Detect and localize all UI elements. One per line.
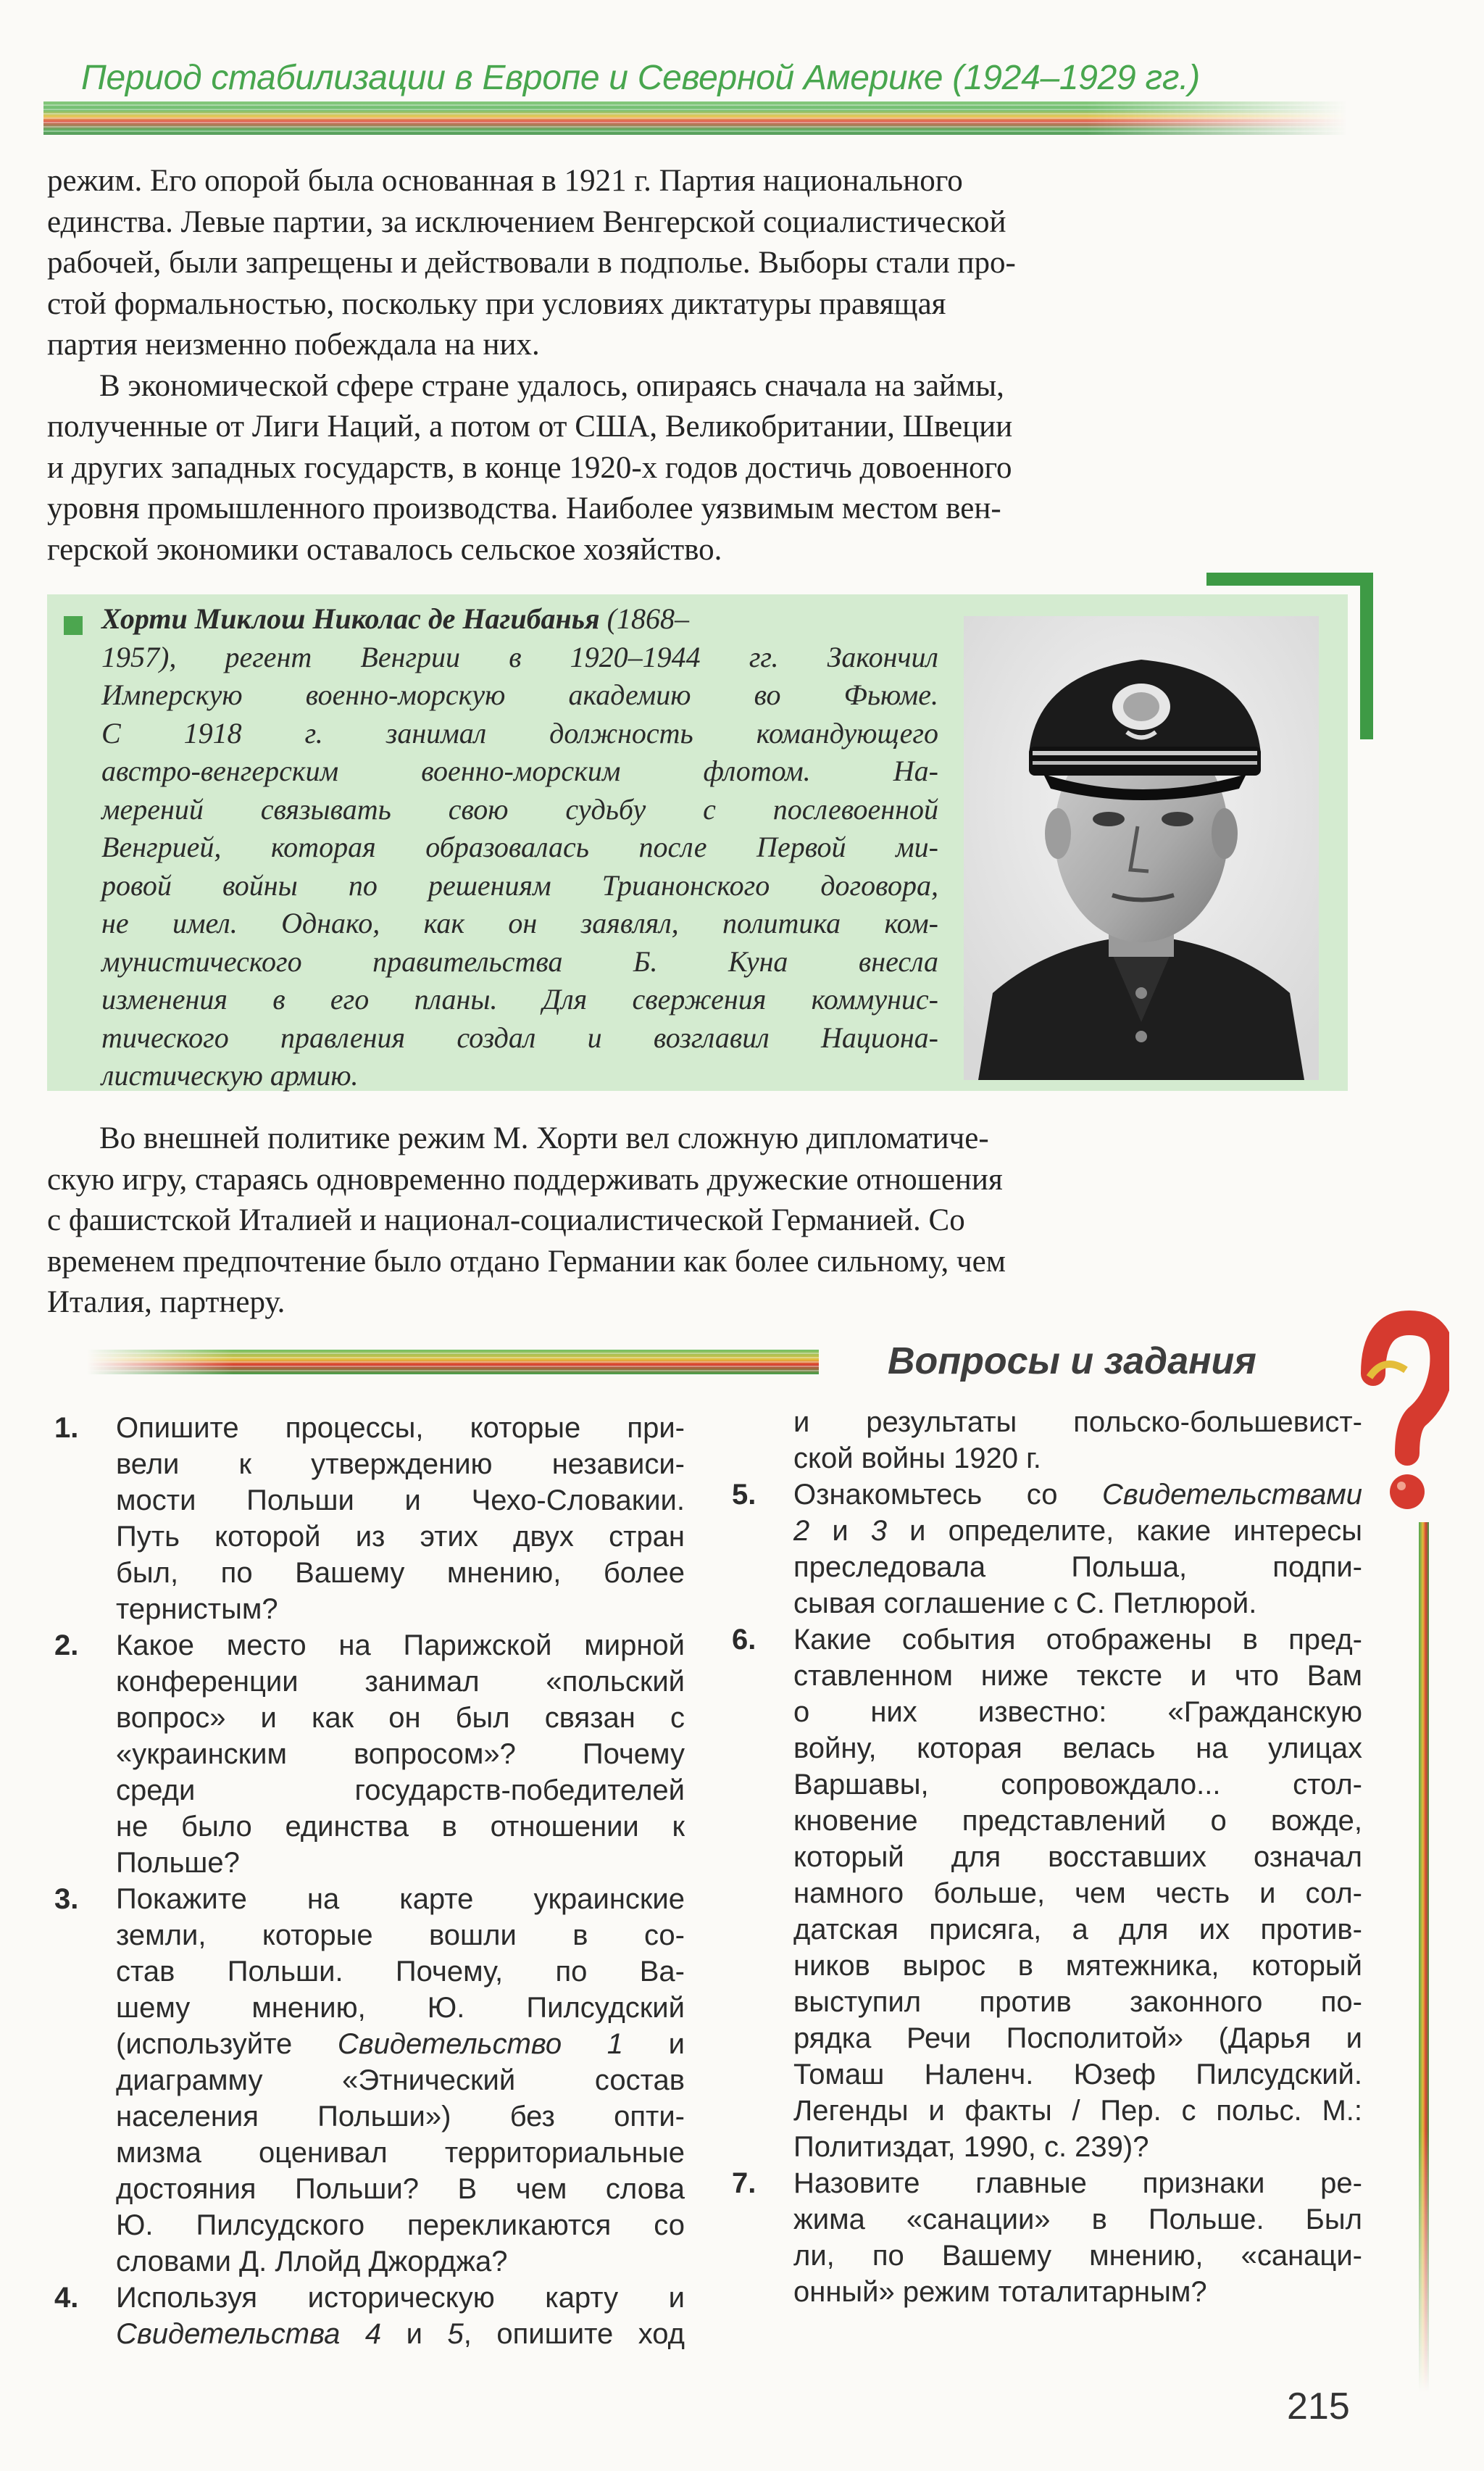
question-line: ли, по Вашему мнению, «санаци- — [793, 2240, 1362, 2272]
text-line: рабочей, были запрещены и действовали в подполье. Выборы стали про- — [47, 246, 1016, 280]
bio-line: тического правления создал и возглавил Национа- — [101, 1021, 938, 1054]
question-line: кновение представлений о вожде, — [793, 1805, 1362, 1837]
question-line: Используя историческую карту и — [116, 2282, 685, 2314]
question-line: словами Д. Ллойд Джорджа? — [116, 2246, 508, 2277]
text-span: и — [623, 2028, 685, 2060]
evidence-reference: Свидетельства 4 — [116, 2318, 382, 2350]
bio-line: С 1918 г. занимал должность командующего — [101, 716, 938, 749]
bio-line: листическую армию. — [101, 1059, 359, 1092]
question-line: о них известно: «Гражданскую — [793, 1696, 1362, 1728]
bio-line: (1868– — [606, 602, 689, 635]
question-line: Какое место на Парижской мирной — [116, 1629, 685, 1661]
portrait-illustration — [964, 616, 1319, 1080]
question-line: среди государств-победителей — [116, 1774, 685, 1806]
question-4-continued — [725, 1404, 1362, 1477]
question-line: Какие события отображены в пред- — [793, 1624, 1362, 1656]
question-line: Опишите процессы, которые при- — [116, 1412, 685, 1444]
text-line: Во внешней политике режим М. Хорти вел сложную дипломатиче- — [99, 1121, 989, 1155]
bio-line: мунистического правительства Б. Куна внесла — [101, 944, 938, 978]
question-line: мизма оценивал территориальные — [116, 2137, 685, 2169]
question-number: 4. — [54, 2282, 79, 2314]
question-number: 7. — [732, 2167, 756, 2199]
question-line: населения Польши») без опти- — [116, 2101, 685, 2132]
question-line: Политиздат, 1990, с. 239)? — [793, 2131, 1149, 2163]
question-line: Польше? — [116, 1847, 240, 1879]
paragraph-2 — [47, 366, 1348, 571]
bio-line: изменения в его планы. Для свержения коммунис- — [101, 983, 938, 1016]
portrait-photo — [964, 616, 1319, 1080]
question-line: выступил против законного по- — [793, 1986, 1362, 2018]
question-line: был, по Вашему мнению, более — [116, 1557, 685, 1589]
text-line: режим. Его опорой была основанная в 1921 г. Партия национального — [47, 164, 963, 198]
question-line: вели к утверждению независи- — [116, 1448, 685, 1480]
question-7 — [725, 2165, 1362, 2310]
question-line: диаграмму «Этнический состав — [116, 2064, 685, 2096]
question-line: не было единства в отношении к — [116, 1811, 685, 1843]
evidence-reference: 3 — [870, 1515, 888, 1547]
question-5 — [725, 1477, 1362, 1621]
question-line: жима «санации» в Польше. Был — [793, 2204, 1362, 2235]
question-line: Назовите главные признаки ре- — [793, 2167, 1362, 2199]
bio-line: Венгрией, которая образовалась после Первой ми- — [101, 831, 938, 863]
bio-line: Имперскую военно-морскую академию во Фьюме. — [101, 678, 938, 711]
questions-left-column — [47, 1410, 685, 2352]
page-header — [0, 0, 1484, 152]
evidence-reference: 2 — [793, 1515, 810, 1547]
text-span: (используйте — [116, 2028, 338, 2060]
question-line: тернистым? — [116, 1593, 278, 1625]
question-line: и результаты польско-большевист- — [793, 1406, 1362, 1438]
text-span: Ознакомьтесь со — [793, 1479, 1103, 1511]
text-span: , опишите ход — [463, 2318, 685, 2350]
bio-name: Хорти Миклош Николас де Нагибанья — [101, 602, 600, 635]
text-line: уровня промышленного производства. Наиболее уязвимым местом вен- — [47, 491, 1001, 526]
page-number: 215 — [1287, 2385, 1350, 2428]
question-line: став Польши. Почему, по Ва- — [116, 1956, 685, 1988]
question-line: Покажите на карте украинские — [116, 1883, 685, 1915]
bio-line: не имел. Однако, как он заявлял, политика ком- — [101, 907, 938, 939]
text-line: герской экономики оставалось сельское хозяйство. — [47, 532, 722, 567]
text-span: и — [381, 2318, 448, 2350]
question-line: преследовала Польша, подпи- — [793, 1551, 1362, 1583]
text-line: полученные от Лиги Наций, а потом от США, Великобритании, Швеции — [47, 410, 1013, 444]
question-line: сывая соглашение с С. Петлюрой. — [793, 1587, 1257, 1619]
text-line: скую игру, стараясь одновременно поддерживать дружеские отношения — [47, 1162, 1003, 1197]
text-line: и других западных государств, в конце 1920-х годов достичь довоенного — [47, 450, 1012, 485]
question-line: Путь которой из этих двух стран — [116, 1521, 685, 1553]
square-bullet-icon — [64, 616, 83, 635]
question-number: 2. — [54, 1629, 79, 1661]
question-line: намного больше, чем честь и сол- — [793, 1877, 1362, 1909]
question-line — [793, 1477, 1362, 1513]
question-2 — [47, 1627, 685, 1881]
text-line: единства. Левые партии, за исключением Венгерской социалистической — [47, 204, 1006, 239]
header-title: Период стабилизации в Европе и Северной Америке (1924–1929 гг.) — [81, 59, 1200, 97]
evidence-reference: Свидетельство 1 — [337, 2028, 624, 2060]
biography-text — [101, 600, 938, 1095]
question-line: достояния Польши? В чем слова — [116, 2173, 685, 2205]
text-line: временем предпочтение было отдано Германии как более сильному, чем — [47, 1244, 1006, 1279]
questions-decorative-rule — [87, 1350, 819, 1374]
question-line: рядка Речи Посполитой» (Дарья и — [793, 2022, 1362, 2054]
question-number: 6. — [732, 1624, 756, 1656]
question-3 — [47, 1881, 685, 2280]
question-number: 5. — [732, 1479, 756, 1511]
question-line: ников вырос в мятежника, который — [793, 1950, 1362, 1982]
question-number: 3. — [54, 1883, 79, 1915]
evidence-reference: Свидетельствами — [1102, 1479, 1362, 1511]
question-mark-icon — [1355, 1305, 1449, 1522]
question-1 — [47, 1410, 685, 1627]
evidence-reference: 5 — [447, 2318, 464, 2350]
question-line: войну, которая велась на улицах — [793, 1732, 1362, 1764]
bio-line: 1957), регент Венгрии в 1920–1944 гг. Закончил — [101, 640, 938, 673]
bio-line: мерений связывать свою судьбу с послевоенной — [101, 792, 938, 826]
header-decorative-rule — [43, 101, 1348, 135]
question-line: вопрос» и как он был связан с — [116, 1702, 685, 1734]
question-line: Легенды и факты / Пер. с польс. М.: — [793, 2095, 1362, 2127]
question-line: ставленном ниже тексте и что Вам — [793, 1660, 1362, 1692]
questions-right-column — [725, 1404, 1362, 2310]
text-span: и определите, какие интересы — [887, 1515, 1362, 1547]
bio-corner-bracket-side — [1360, 573, 1373, 739]
body-text-top — [47, 161, 1348, 570]
question-line: датская присяга, а для их против- — [793, 1914, 1362, 1945]
text-line: В экономической сфере стране удалось, опираясь сначала на займы, — [99, 368, 1004, 403]
question-line: мости Польши и Чехо-Словакии. — [116, 1484, 685, 1516]
question-line: онный» режим тоталитарным? — [793, 2276, 1207, 2308]
question-line — [116, 2026, 685, 2062]
body-text-bottom — [47, 1118, 1348, 1324]
question-line: шему мнению, Ю. Пилсудский — [116, 1992, 685, 2024]
question-line: земли, которые вошли в со- — [116, 1919, 685, 1951]
paragraph-1 — [47, 161, 1348, 366]
bio-line: австро-венгерским военно-морским флотом. На- — [101, 755, 938, 787]
question-line: ской войны 1920 г. — [793, 1442, 1041, 1474]
bio-corner-bracket-top — [1206, 573, 1373, 586]
question-number: 1. — [54, 1412, 79, 1444]
question-line: Ю. Пилсудского перекликаются со — [116, 2209, 685, 2241]
question-line: Варшавы, сопровождало... стол- — [793, 1769, 1362, 1801]
questions-heading: Вопросы и задания — [888, 1340, 1256, 1382]
text-line: с фашистской Италией и национал-социалистической Германией. Со — [47, 1203, 965, 1237]
text-line: стой формальностью, поскольку при условиях диктатуры правящая — [47, 286, 946, 321]
question-line: Томаш Наленч. Юзеф Пилсудский. — [793, 2059, 1362, 2090]
question-4 — [47, 2280, 685, 2352]
question-line: «украинским вопросом»? Почему — [116, 1738, 685, 1770]
bio-line: ровой войны по решениям Трианонского договора, — [101, 868, 938, 902]
text-line: партия неизменно побеждала на них. — [47, 328, 540, 362]
question-line — [793, 1513, 1362, 1549]
question-6 — [725, 1621, 1362, 2165]
text-line: Италия, партнеру. — [47, 1285, 285, 1319]
text-span: и — [809, 1515, 871, 1547]
question-line: конференции занимал «польский — [116, 1666, 685, 1698]
question-line: который для восставших означал — [793, 1841, 1362, 1873]
questions-vertical-rule — [1419, 1522, 1429, 2392]
question-line — [116, 2316, 685, 2352]
